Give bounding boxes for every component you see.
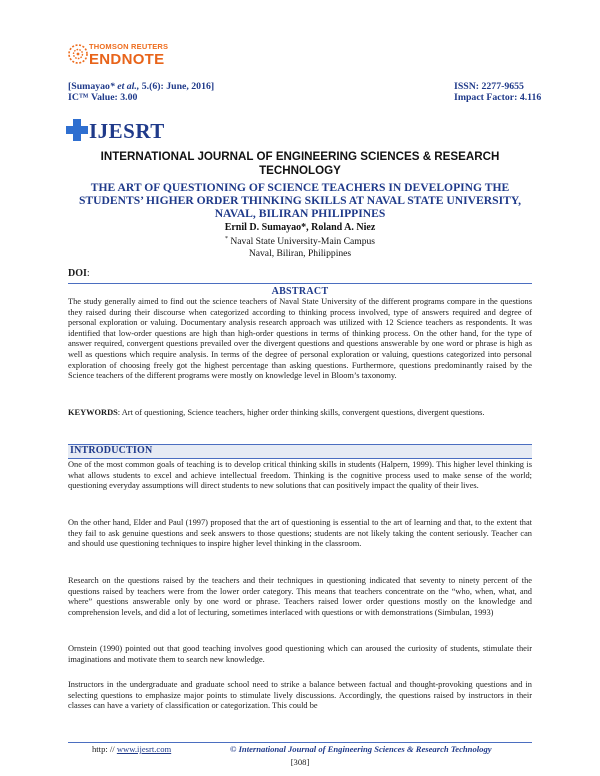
footer-url: http: // www.ijesrt.com [92, 744, 172, 754]
journal-website-link[interactable]: www.ijesrt.com [116, 744, 172, 754]
introduction-heading: INTRODUCTION [70, 445, 153, 456]
issn: ISSN: 2277-9655 [454, 81, 524, 92]
affil-mark: * [224, 236, 228, 242]
impact-factor: Impact Factor: 4.116 [454, 92, 542, 103]
ic-value: IC™ Value: 3.00 [68, 92, 138, 103]
plus-icon [66, 119, 88, 141]
abstract-top-rule [68, 283, 532, 284]
authors: Ernil D. Sumayao*, Roland A. Niez [224, 222, 376, 233]
citation-line: [Sumayao* et al., 5.(6): June, 2016] [68, 81, 215, 92]
intro-paragraph: Instructors in the undergraduate and graduate school need to strike a balance between factual and thought-provoking questions and in selecting questions to emphasize major points to stimulate lively discussions. Accordingly, the questions raised by instructors in their classes can have a variety of classification or categorization. This could be [68, 680, 532, 711]
issn-block [454, 81, 541, 103]
affil-line-1: Naval State University-Main Campus [227, 236, 376, 248]
doi: DOI: [68, 268, 90, 279]
journal-abbrev: IJESRT [89, 119, 165, 143]
intro-paragraph: Research on the questions raised by the teachers and their techniques in questioning indicated that seventy to ninety percent of the questions raised by teachers were from the lower order category. This means that teachers concentrate on the “who, when, what, and where” questions answerable only by one word or phrase. Teachers raised lower order questions mostly on the knowledge and comprehension levels, and did a lot of lecturing, sometimes interlaced with questions or with demonstrations (Simbulan, 1993) [68, 576, 532, 617]
endnote-logo [68, 40, 198, 70]
intro-paragraph: On the other hand, Elder and Paul (1997) proposed that the art of questioning is essential to the art of learning and that, to the extent that they fail to ask genuine questions and seek answers to those questions; students are not likely taking the content seriously. Teacher can and should use questioning techniques to inspire higher level thinking in the classroom. [68, 518, 532, 549]
keywords [68, 408, 532, 419]
introduction-heading-bar [68, 444, 532, 459]
logo-publisher: THOMSON REUTERS [89, 42, 169, 51]
page-number: [308] [290, 757, 310, 767]
logo-product: ENDNOTE [89, 51, 165, 68]
journal-title: INTERNATIONAL JOURNAL OF ENGINEERING SCIENCES & RESEARCH TECHNOLOGY [100, 150, 500, 177]
affiliation [0, 234, 600, 259]
keywords-label: KEYWORDS [68, 408, 118, 417]
intro-paragraph: Ornstein (1990) pointed out that good teaching involves good questioning which can aroused the curiosity of students, stimulate their imaginations and motivate them to search new knowledge. [68, 644, 532, 664]
thomson-reuters-logo-icon [68, 40, 88, 68]
intro-paragraph: One of the most common goals of teaching is to develop critical thinking skills in students (Halpern, 1999). This higher level thinking is what allows students to excel and achieve intellectual freedom. Thinking is the cognitive process used to make sense of the world; questioning everyday assumptions will direct students to new solutions that can positively impact the quality of their lives. [68, 460, 532, 491]
footer-copyright: © International Journal of Engineering Sciences & Research Technology [230, 744, 492, 754]
keywords-text: : Art of questioning, Science teachers, higher order thinking skills, convergent questions, divergent questions. [117, 408, 485, 417]
paper-title: THE ART OF QUESTIONING OF SCIENCE TEACHERS IN DEVELOPING THE STUDENTS’ HIGHER ORDER THINKING SKILLS AT NAVAL STATE UNIVERSITY, NAVAL, BILIRAN PHILIPPINES [78, 181, 522, 220]
affil-line-2: Naval, Biliran, Philippines [248, 247, 352, 259]
citation-block [68, 81, 214, 103]
abstract-text: The study generally aimed to find out the science teachers of Naval State University of the different programs compare in the questions they raised during their discourse when categorized according to thinking process involved, type of answers required and degree of personal exploration or valuing. Documentary analysis research approach was utilized with 12 Science teachers as respondents. It was identified that low-order questions are high than high-order questions in terms of thinking process. On the other hand, for the type of answer required, convergent questions prevailed over the divergent questions and questions answerable by one word or phrase is high as well as questions which require analysis. In terms of the degree of personal exploration or valuing, questions categorized into personal exploration of choosing freely got the highest percentage than asking questions. Furthermore, questions predominantly raised by the Science teachers of the different programs were mostly on knowledge level in Bloom’s taxonomy. [68, 297, 532, 381]
abstract-heading: ABSTRACT [271, 286, 329, 297]
footer-rule [68, 742, 532, 743]
